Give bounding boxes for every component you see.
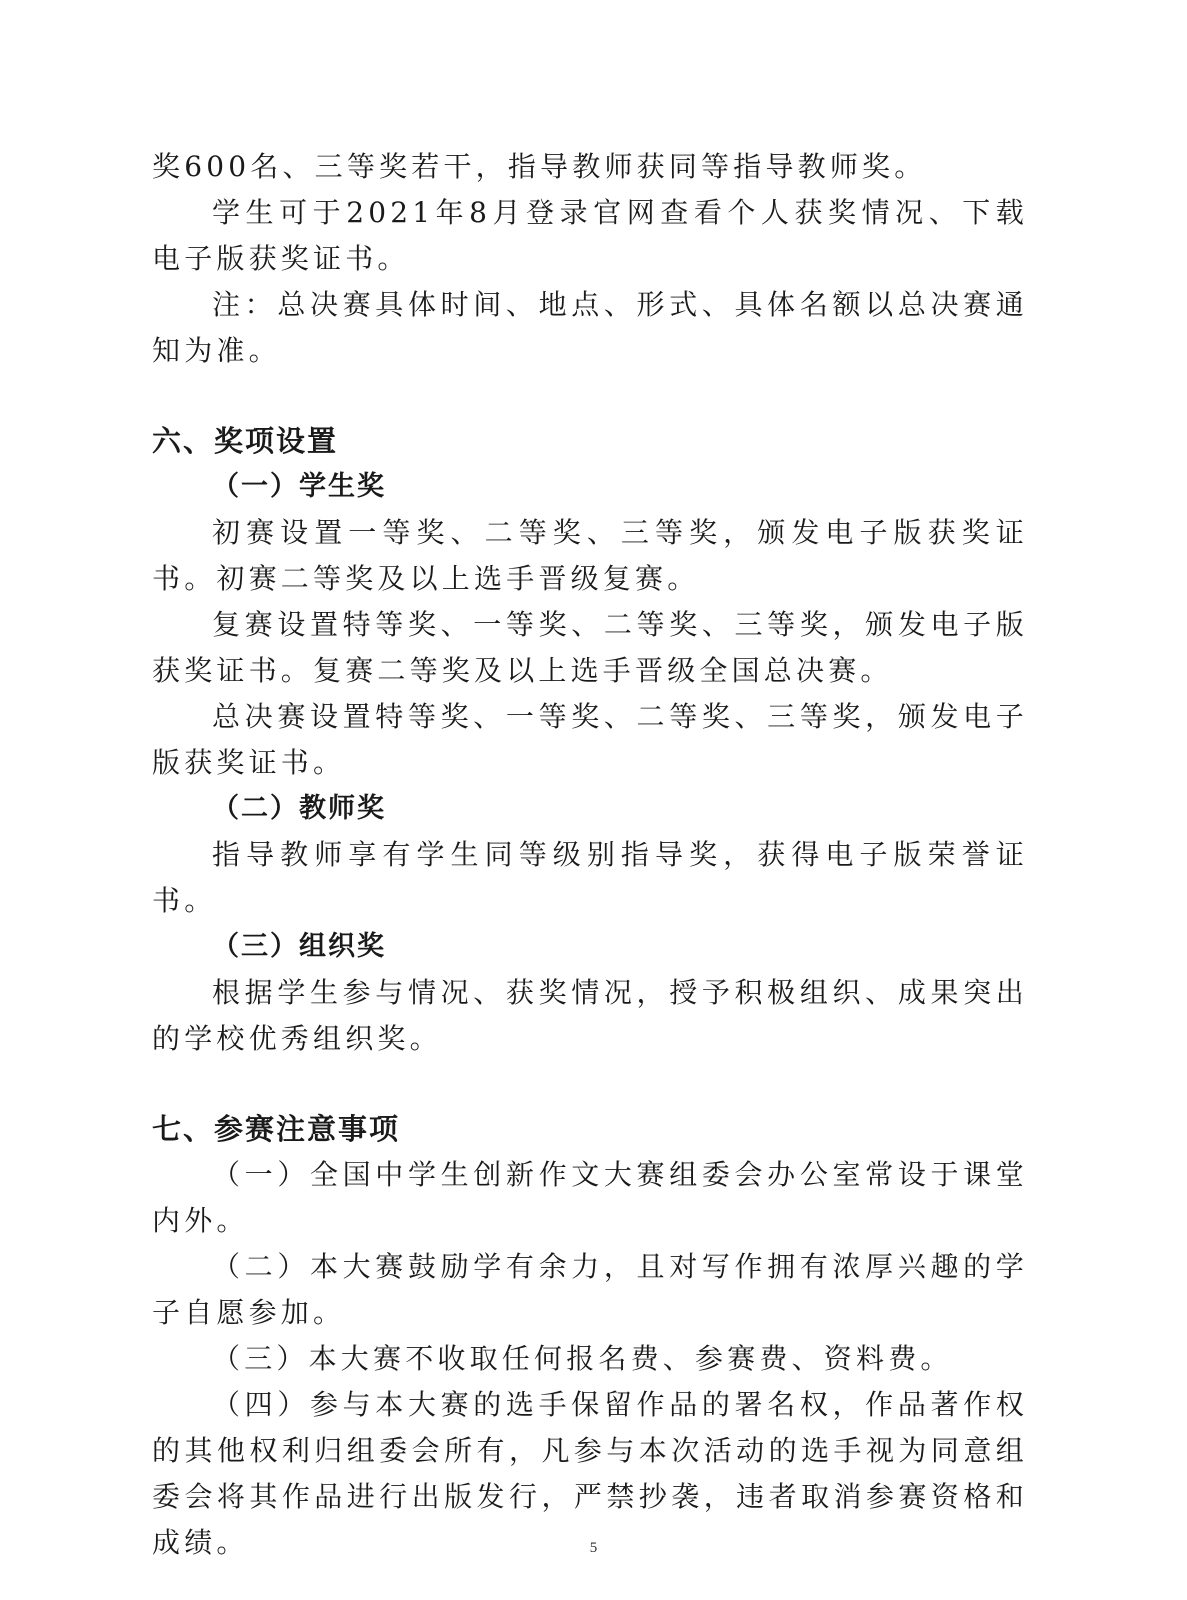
paragraph-teacher-award: 指导教师享有学生同等级别指导奖，获得电子版荣誉证书。 (152, 838, 1028, 917)
paragraph-final-note: 注：总决赛具体时间、地点、形式、具体名额以总决赛通知为准。 (152, 288, 1028, 367)
subsection-teacher-award-heading: （二）教师奖 (212, 793, 386, 824)
document-page (152, 144, 1028, 1566)
section-7-heading: 七、参赛注意事项 (152, 1112, 401, 1146)
subsection-student-award-heading: （一）学生奖 (212, 471, 386, 502)
notice-item: （三）本大赛不收取任何报名费、参赛费、资料费。 (212, 1342, 953, 1375)
paragraph-final-awards: 总决赛设置特等奖、一等奖、二等奖、三等奖，颁发电子版获奖证书。 (152, 700, 1028, 779)
paragraph-award-count: 奖600名、三等奖若干，指导教师获同等指导教师奖。 (152, 150, 927, 183)
paragraph-semifinal-awards: 复赛设置特等奖、一等奖、二等奖、三等奖，颁发电子版获奖证书。复赛二等奖及以上选手晋级全国总决赛。 (152, 608, 1028, 687)
paragraph-award-query: 学生可于2021年8月登录官网查看个人获奖情况、下载电子版获奖证书。 (152, 196, 1028, 275)
subsection-organization-award-heading: （三）组织奖 (212, 931, 386, 962)
paragraph-preliminary-awards: 初赛设置一等奖、二等奖、三等奖，颁发电子版获奖证书。初赛二等奖及以上选手晋级复赛。 (152, 516, 1028, 595)
notice-item: （二）本大赛鼓励学有余力，且对写作拥有浓厚兴趣的学子自愿参加。 (152, 1250, 1028, 1329)
notice-item: （四）参与本大赛的选手保留作品的署名权，作品著作权的其他权利归组委会所有，凡参与本次活动的选手视为同意组委会将其作品进行出版发行，严禁抄袭，违者取消参赛资格和成绩。 (152, 1388, 1028, 1559)
notice-item: （一）全国中学生创新作文大赛组委会办公室常设于课堂内外。 (152, 1158, 1028, 1237)
paragraph-organization-award: 根据学生参与情况、获奖情况，授予积极组织、成果突出的学校优秀组织奖。 (152, 976, 1028, 1055)
page-number: 5 (589, 1540, 598, 1556)
section-6-heading: 六、奖项设置 (152, 424, 339, 458)
